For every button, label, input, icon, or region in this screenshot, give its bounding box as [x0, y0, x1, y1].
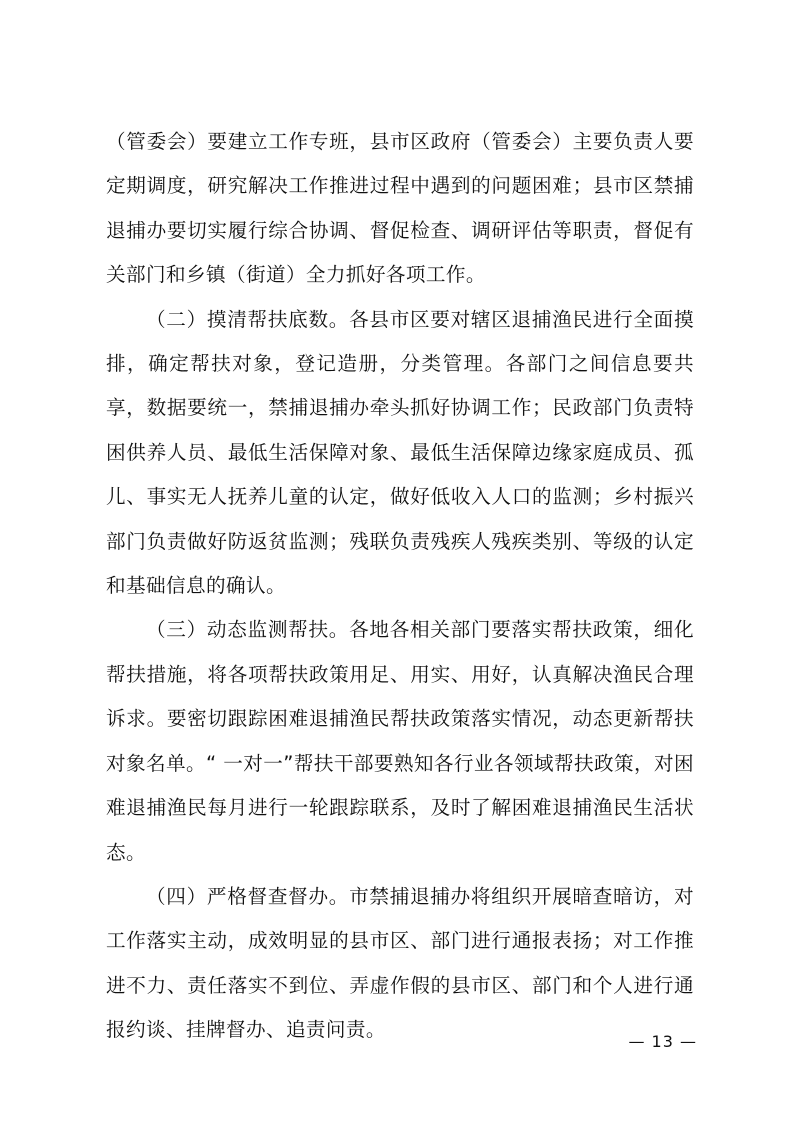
paragraph-section-2: （二）摸清帮扶底数。各县市区要对辖区退捕渔民进行全面摸排，确定帮扶对象，登记造册，分类管理。各部门之间信息要共享，数据要统一，禁捕退捕办牵头抓好协调工作；民政部门负责特困供养人员、最低生活保障对象、最低生活保障边缘家庭成员、孤儿、事实无人抚养儿童的认定，做好低收入人口的监测；乡村振兴部门负责做好防返贫监测；残联负责残疾人残疾类别、等级的认定和基础信息的确认。 — [106, 307, 694, 598]
document-body — [106, 120, 694, 1053]
paragraph-continued: （管委会）要建立工作专班，县市区政府（管委会）主要负责人要定期调度，研究解决工作推进过程中遇到的问题困难；县市区禁捕退捕办要切实履行综合协调、督促检查、调研评估等职责，督促有关部门和乡镇（街道）全力抓好各项工作。 — [106, 130, 694, 287]
paragraph-section-4: （四）严格督查督办。市禁捕退捕办将组织开展暗查暗访，对工作落实主动，成效明显的县市区、部门进行通报表扬；对工作推进不力、责任落实不到位、弄虚作假的县市区、部门和个人进行通报约谈、挂牌督办、追责问责。 — [106, 884, 694, 1042]
paragraph-section-3: （三）动态监测帮扶。各地各相关部门要落实帮扶政策，细化帮扶措施，将各项帮扶政策用足、用实、用好，认真解决渔民合理诉求。要密切跟踪困难退捕渔民帮扶政策落实情况，动态更新帮扶对象名单。“ 一对一”帮扶干部要熟知各行业各领域帮扶政策，对困难退捕渔民每月进行一轮跟踪联系，及时了解困难退捕渔民生活状态。 — [106, 618, 694, 864]
page-number: — 13 — — [628, 1032, 697, 1051]
